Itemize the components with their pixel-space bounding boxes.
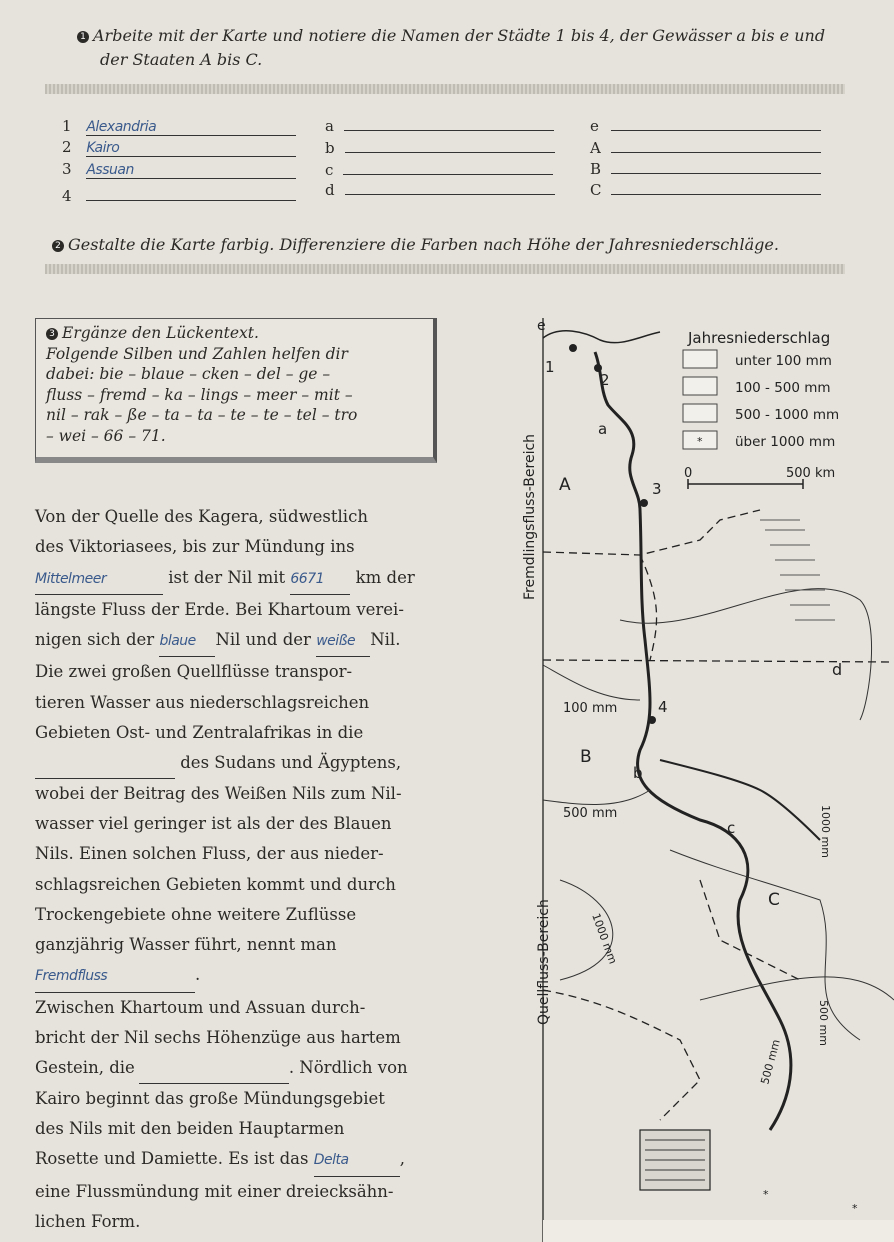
legend-star: * <box>697 435 703 448</box>
text-fragment: , <box>399 1149 405 1169</box>
red-sea-hatching <box>760 520 835 620</box>
text-line: Zwischen Khartoum und Assuan durch- <box>35 997 366 1017</box>
word-bank-line: dabei: bie – blaue – cken – del – ge – <box>46 365 331 383</box>
text-line: wobei der Beitrag des Weißen Nils zum Nil- <box>35 783 402 803</box>
legend-box-1 <box>683 350 717 368</box>
text-line: Nils. Einen solchen Fluss, der aus nieder- <box>35 844 384 864</box>
map-star: * <box>852 1202 858 1215</box>
text-line: lichen Form. <box>35 1211 141 1231</box>
answer-number: 3 <box>62 160 72 178</box>
label-city-2: 2 <box>600 371 610 389</box>
label-c: c <box>727 819 736 837</box>
legend-label-3: 500 - 1000 mm <box>735 407 840 423</box>
city-3-marker <box>640 499 648 507</box>
gap-length[interactable]: 6671 <box>290 564 350 595</box>
gap-mittelmeer[interactable]: Mittelmeer <box>35 564 163 595</box>
legend-label-1: unter 100 mm <box>735 353 832 369</box>
text-line: ganzjährig Wasser führt, nennt man <box>35 935 337 955</box>
answer-letter: C <box>590 181 602 199</box>
label-fremdlingsfluss: Fremdlingsfluss-Bereich <box>522 433 538 600</box>
lake-hatching <box>640 1130 710 1190</box>
text-line: tieren Wasser aus niederschlagsreichen <box>35 692 370 712</box>
text-line: eine Flussmündung mit einer dreiecksähn- <box>35 1181 394 1201</box>
answer-letter: B <box>590 160 602 178</box>
gap-fremdfluss[interactable]: Fremdfluss <box>35 961 195 992</box>
gap-blaue[interactable]: blaue <box>159 626 215 657</box>
answer-letter: b <box>325 139 335 157</box>
task1-line2: der Staaten A bis C. <box>100 50 263 69</box>
isohyet <box>543 665 640 700</box>
answer-number: 1 <box>62 117 72 135</box>
isohyet-label-1000: 1000 mm <box>589 911 620 966</box>
answer-letter: c <box>325 161 334 179</box>
task3-title-text: Ergänze den Lückentext. <box>62 324 259 342</box>
text-line: bricht der Nil sechs Höhenzüge aus hartem <box>35 1028 401 1048</box>
answer-letter: d <box>325 181 335 199</box>
text-line: Kairo beginnt das große Mündungsgebiet <box>35 1088 385 1108</box>
word-bank-line: nil – rak – ße – ta – ta – te – te – tel – tro <box>46 406 358 424</box>
label-a: a <box>598 420 608 438</box>
map-star: * <box>763 1188 769 1201</box>
text-line: des Nils mit den beiden Hauptarmen <box>35 1118 345 1138</box>
scale-label-500: 500 km <box>786 466 836 481</box>
label-B: B <box>580 747 592 767</box>
text-fragment: des Sudans und Ägyptens, <box>180 753 402 773</box>
text-line: schlagsreichen Gebieten kommt und durch <box>35 874 396 894</box>
border <box>543 510 760 555</box>
coastline <box>543 331 660 343</box>
word-bank-line: Folgende Silben und Zahlen helfen dir <box>46 344 348 363</box>
word-bank-line: – wei – 66 – 71. <box>46 426 166 445</box>
task1-text: Arbeite mit der Karte und notiere die Namen der Städte 1 bis 4, der Gewässer a bis e und <box>93 26 826 45</box>
label-city-4: 4 <box>658 698 668 716</box>
text-line: Gebieten Ost- und Zentralafrikas in die <box>35 723 364 743</box>
label-e: e <box>537 318 546 334</box>
text-fragment: Rosette und Damiette. Es ist das <box>35 1149 309 1169</box>
text-line: des Viktoriasees, bis zur Mündung ins <box>35 537 355 557</box>
legend-box-3 <box>683 404 717 422</box>
answer-letter: A <box>590 139 601 157</box>
label-quellfluss: Quellfluss-Bereich <box>536 899 552 1025</box>
label-city-3: 3 <box>652 480 662 498</box>
map-bottom <box>543 1220 894 1242</box>
isohyet-label-100: 100 mm <box>563 701 618 716</box>
gap-weisse[interactable]: weiße <box>316 626 370 657</box>
city-4-marker <box>648 716 656 724</box>
isohyet <box>670 850 860 1040</box>
text-line: Die zwei großen Quellflüsse transpor- <box>35 662 353 682</box>
text-line: wasser viel geringer ist als der des Blauen <box>35 813 392 833</box>
text-fragment: km der <box>355 567 415 587</box>
isohyet-label-500: 500 mm <box>758 1038 783 1086</box>
answer-field-2[interactable]: Kairo <box>86 140 296 157</box>
text-fragment: Nil und der <box>215 630 311 650</box>
text-line: Trockengebiete ohne weitere Zuflüsse <box>35 904 357 924</box>
label-city-1: 1 <box>545 358 555 376</box>
legend-label-4: über 1000 mm <box>735 434 836 450</box>
text-fragment: Gestein, die <box>35 1058 135 1078</box>
text-fragment: . <box>195 965 201 985</box>
border <box>543 990 700 1120</box>
task3-number: 3 <box>46 328 58 340</box>
answer-number: 2 <box>62 138 72 156</box>
answer-letter: a <box>325 117 334 135</box>
answer-letter: e <box>590 117 599 135</box>
label-b: b <box>633 764 643 782</box>
legend-label-2: 100 - 500 mm <box>735 380 831 396</box>
legend-title: Jahresniederschlag <box>688 329 831 347</box>
city-1-marker <box>569 344 577 352</box>
isohyet-label-1000: 1000 mm <box>819 805 832 858</box>
text-fragment: ist der Nil mit <box>168 567 286 587</box>
task2-text: Gestalte die Karte farbig. Differenziere die Farben nach Höhe der Jahresniederschläge. <box>68 235 779 254</box>
answer-field-1[interactable]: Alexandria <box>86 119 296 136</box>
text-fragment: . Nördlich von <box>288 1058 408 1078</box>
blue-nile <box>660 760 820 840</box>
word-bank-line: fluss – fremd – ka – lings – meer – mit – <box>46 385 353 404</box>
task2-number: 2 <box>52 240 64 252</box>
isohyet <box>543 790 650 804</box>
label-A: A <box>559 475 571 495</box>
gap-delta[interactable]: Delta <box>314 1145 400 1176</box>
text-fragment: nigen sich der <box>35 630 155 650</box>
legend-box-2 <box>683 377 717 395</box>
isohyet-label-500: 500 mm <box>563 806 618 821</box>
isohyet <box>700 977 894 1000</box>
isohyet-label-500: 500 mm <box>817 1000 830 1046</box>
label-d: d <box>832 660 843 679</box>
answer-field-3[interactable]: Assuan <box>86 162 296 179</box>
task1-number: 1 <box>77 31 89 43</box>
label-C: C <box>768 890 780 910</box>
answer-number: 4 <box>62 187 72 205</box>
text-line: längste Fluss der Erde. Bei Khartoum verei- <box>35 599 404 619</box>
text-fragment: Nil. <box>370 630 401 650</box>
text-line: Von der Quelle des Kagera, südwestlich <box>35 507 368 526</box>
scale-label-0: 0 <box>684 466 693 481</box>
